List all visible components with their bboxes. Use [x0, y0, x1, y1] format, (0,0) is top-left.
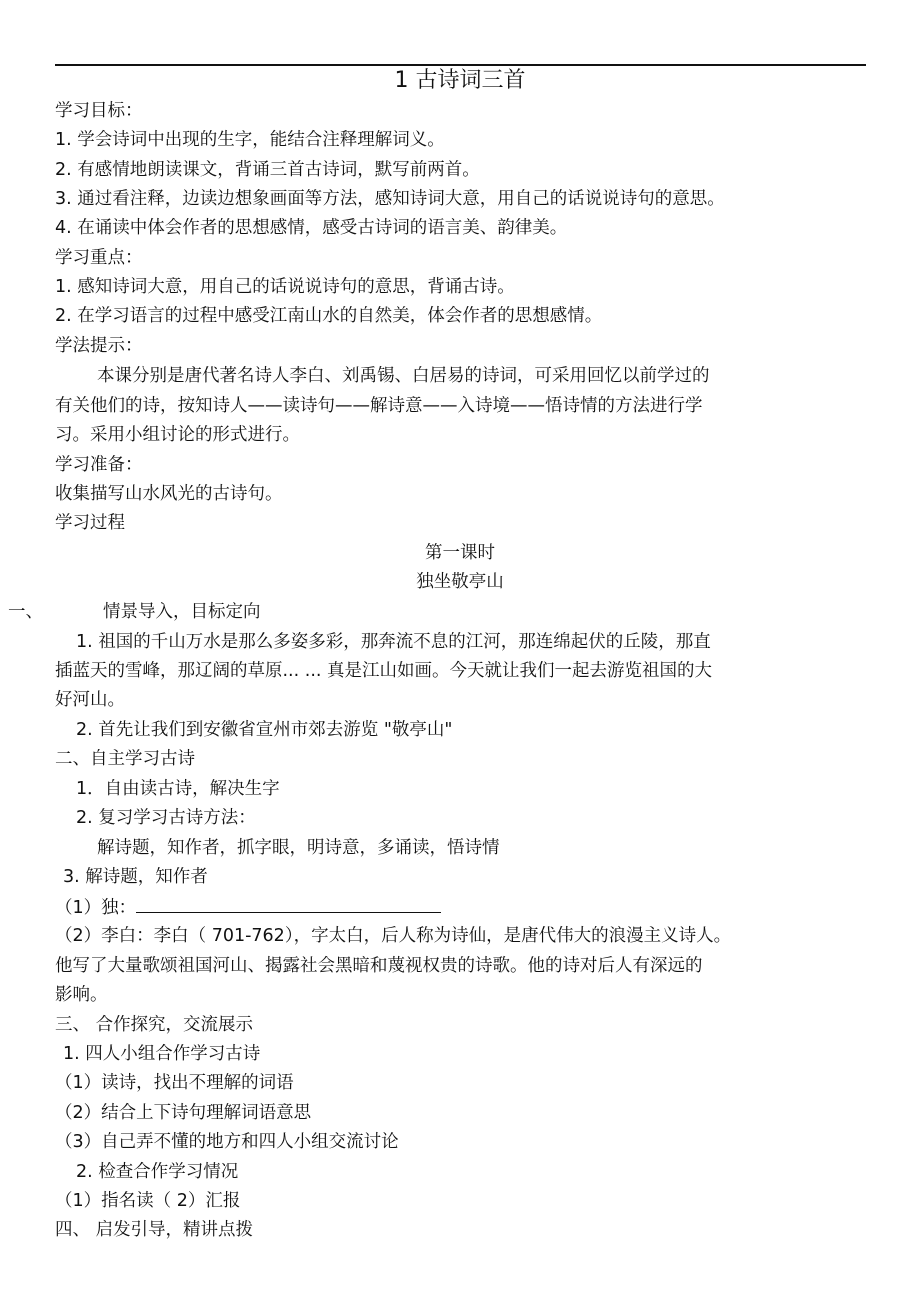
section1-paragraph-line: 好河山。 — [55, 690, 125, 710]
objective-item: 4. 在诵读中体会作者的思想感情，感受古诗词的语言美、韵律美。 — [55, 218, 568, 238]
poem-title: 独坐敬亭山 — [416, 572, 504, 592]
question-label: （1）独： — [55, 898, 137, 918]
section2-item: 1．自由读古诗，解决生字 — [76, 779, 280, 799]
section3-subitem: （1）指名读（ 2）汇报 — [55, 1191, 241, 1211]
section3-subitem: （1）读诗，找出不理解的词语 — [55, 1073, 294, 1093]
page-title: 1 古诗词三首 — [394, 68, 526, 93]
method-line: 习。采用小组讨论的形式进行。 — [55, 425, 300, 445]
section-number: 一、 — [8, 602, 43, 622]
focus-item: 2. 在学习语言的过程中感受江南山水的自然美，体会作者的思想感情。 — [55, 306, 603, 326]
author-intro-line: 他写了大量歌颂祖国河山、揭露社会黑暗和蔑视权贵的诗歌。他的诗对后人有深远的 — [55, 956, 703, 976]
author-intro-line: 影响。 — [55, 985, 108, 1005]
method-line: 本课分别是唐代著名诗人李白、刘禹锡、白居易的诗词，可采用回忆以前学过的 — [97, 366, 710, 386]
objectives-heading: 学习目标： — [55, 101, 143, 121]
section2-heading: 二、自主学习古诗 — [55, 749, 195, 769]
prep-heading: 学习准备： — [55, 455, 143, 475]
section3-item: 2. 检查合作学习情况 — [76, 1162, 239, 1182]
section2-method-detail: 解诗题，知作者，抓字眼，明诗意，多诵读，悟诗情 — [97, 838, 500, 858]
objective-item: 1. 学会诗词中出现的生字，能结合注释理解词义。 — [55, 130, 445, 150]
focus-heading: 学习重点： — [55, 248, 143, 268]
section3-item: 1. 四人小组合作学习古诗 — [63, 1044, 261, 1064]
fill-in-question — [55, 895, 441, 920]
prep-text: 收集描写山水风光的古诗句。 — [55, 484, 283, 504]
section3-heading: 三、 合作探究，交流展示 — [55, 1015, 254, 1035]
lesson-period: 第一课时 — [425, 543, 495, 563]
section1-heading: 情景导入，目标定向 — [103, 602, 261, 622]
section2-item: 3. 解诗题，知作者 — [63, 867, 208, 887]
section1-item: 2. 首先让我们到安徽省宣州市郊去游览 "敬亭山" — [76, 720, 453, 740]
process-heading: 学习过程 — [55, 513, 125, 533]
method-line: 有关他们的诗，按知诗人——读诗句——解诗意——入诗境——悟诗情的方法进行学 — [55, 396, 703, 416]
section4-heading: 四、 启发引导，精讲点拨 — [55, 1220, 254, 1240]
answer-blank[interactable] — [136, 895, 441, 913]
section2-item: 2. 复习学习古诗方法： — [76, 808, 256, 828]
objective-item: 2. 有感情地朗读课文，背诵三首古诗词，默写前两首。 — [55, 160, 480, 180]
author-intro-line: （2）李白：李白（ 701-762），字太白，后人称为诗仙，是唐代伟大的浪漫主义诗人。 — [55, 926, 732, 946]
section1-paragraph-line: 1. 祖国的千山万水是那么多姿多彩，那奔流不息的江河，那连绵起伏的丘陵，那直 — [76, 632, 711, 652]
section1-paragraph-line: 插蓝天的雪峰，那辽阔的草原... ... 真是江山如画。今天就让我们一起去游览祖国的大 — [55, 661, 712, 681]
section3-subitem: （2）结合上下诗句理解词语意思 — [55, 1103, 312, 1123]
focus-item: 1. 感知诗词大意，用自己的话说说诗句的意思，背诵古诗。 — [55, 277, 515, 297]
section3-subitem: （3）自己弄不懂的地方和四人小组交流讨论 — [55, 1132, 399, 1152]
method-heading: 学法提示： — [55, 336, 143, 356]
objective-item: 3. 通过看注释，边读边想象画面等方法，感知诗词大意，用自己的话说说诗句的意思。 — [55, 189, 725, 209]
